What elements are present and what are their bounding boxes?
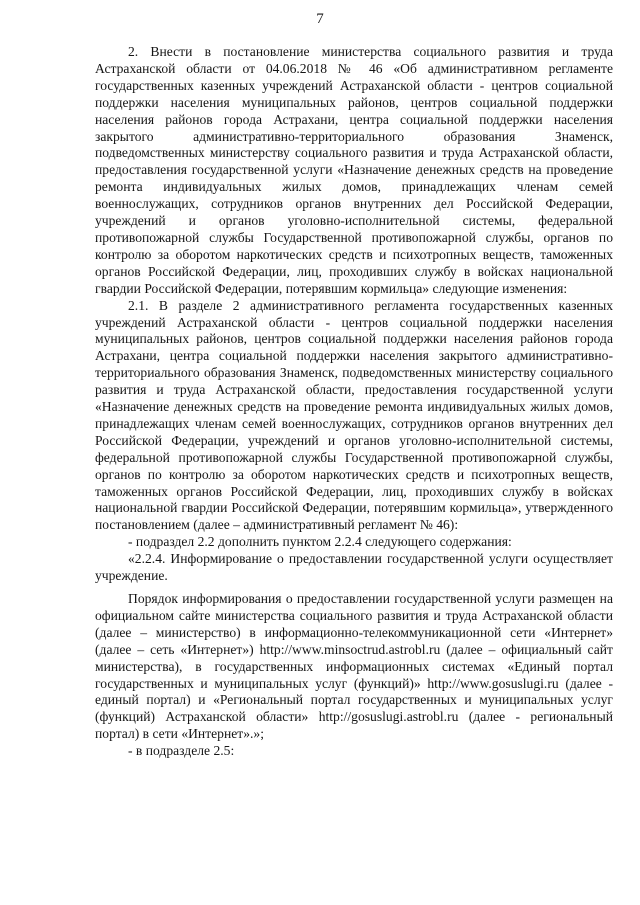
paragraph-item-2-2-4: «2.2.4. Информирование о предоставлении государственной услуги осуществляет учреждение.	[95, 551, 613, 584]
paragraph-subsection-2-2: - подраздел 2.2 дополнить пунктом 2.2.4 следующего содержания:	[128, 534, 512, 550]
paragraph-subsection-2-5: - в подразделе 2.5:	[128, 743, 235, 759]
document-body	[95, 44, 613, 760]
page-number: 7	[316, 11, 324, 27]
paragraph-section-2-1: 2.1. В разделе 2 административного регламента государственных казенных учреждений Астраханской области - центров социальной поддержки населения муниципальных районов, центров социальной поддержки населения районов города Астрахани, центра социальной поддержки населения закрытого административно-территориального образования Знаменск, подведомственных министерству социального развития и труда Астраханской области, предоставления государственной услуги «Назначение денежных средств на проведение ремонта индивидуальных жилых домов, принадлежащих членам семей военнослужащих, сотрудников органов внутренних дел Российской Федерации, учреждений и органов уголовно-исполнительной системы, федеральной противопожарной службы Государственной противопожарной службы, органов по контролю за оборотом наркотических средств и психотропных веществ, таможенных органов Российской Федерации, лиц, проходивших службу в войсках национальной гвардии Российской Федерации, потерявшим кормильца», утвержденного постановлением (далее – административный регламент № 46):	[95, 297, 613, 533]
paragraph-amendment-intro: 2. Внести в постановление министерства социального развития и труда Астраханской области от 04.06.2018 № 46 «Об административном регламенте государственных казенных учреждений Астраханской области - центров социальной поддержки населения муниципальных районов, центров социальной поддержки населения районов города Астрахани, центра социальной поддержки населения закрытого административно-территориального образования Знаменск, подведомственных министерству социального развития и труда Астраханской области, предоставления государственной услуги «Назначение денежных средств на проведение ремонта индивидуальных жилых домов, принадлежащих членам семей военнослужащих, сотрудников органов внутренних дел Российской Федерации, учреждений и органов уголовно-исполнительной системы, федеральной противопожарной службы Государственной противопожарной службы, органов по контролю за оборотом наркотических средств и психотропных веществ, таможенных органов Российской Федерации, лиц, проходивших службу в войсках национальной гвардии Российской Федерации, потерявшим кормильца» следующие изменения:	[95, 44, 613, 296]
paragraph-info-procedure: Порядок информирования о предоставлении государственной услуги размещен на официальном сайте министерства социального развития и труда Астраханской области (далее – министерство) в информационно-телекоммуникационной сети «Интернет» (далее – сеть «Интернет») http://www.minsoctrud.astrobl.ru (далее – официальный сайт министерства), в государственных информационных системах «Единый портал государственных и муниципальных услуг (функций)» http://www.gosuslugi.ru (далее - единый портал) и «Региональный портал государственных и муниципальных услуг (функций) Астраханской области» http://gosuslugi.astrobl.ru (далее - региональный портал) в сети «Интернет».»;	[95, 591, 613, 742]
